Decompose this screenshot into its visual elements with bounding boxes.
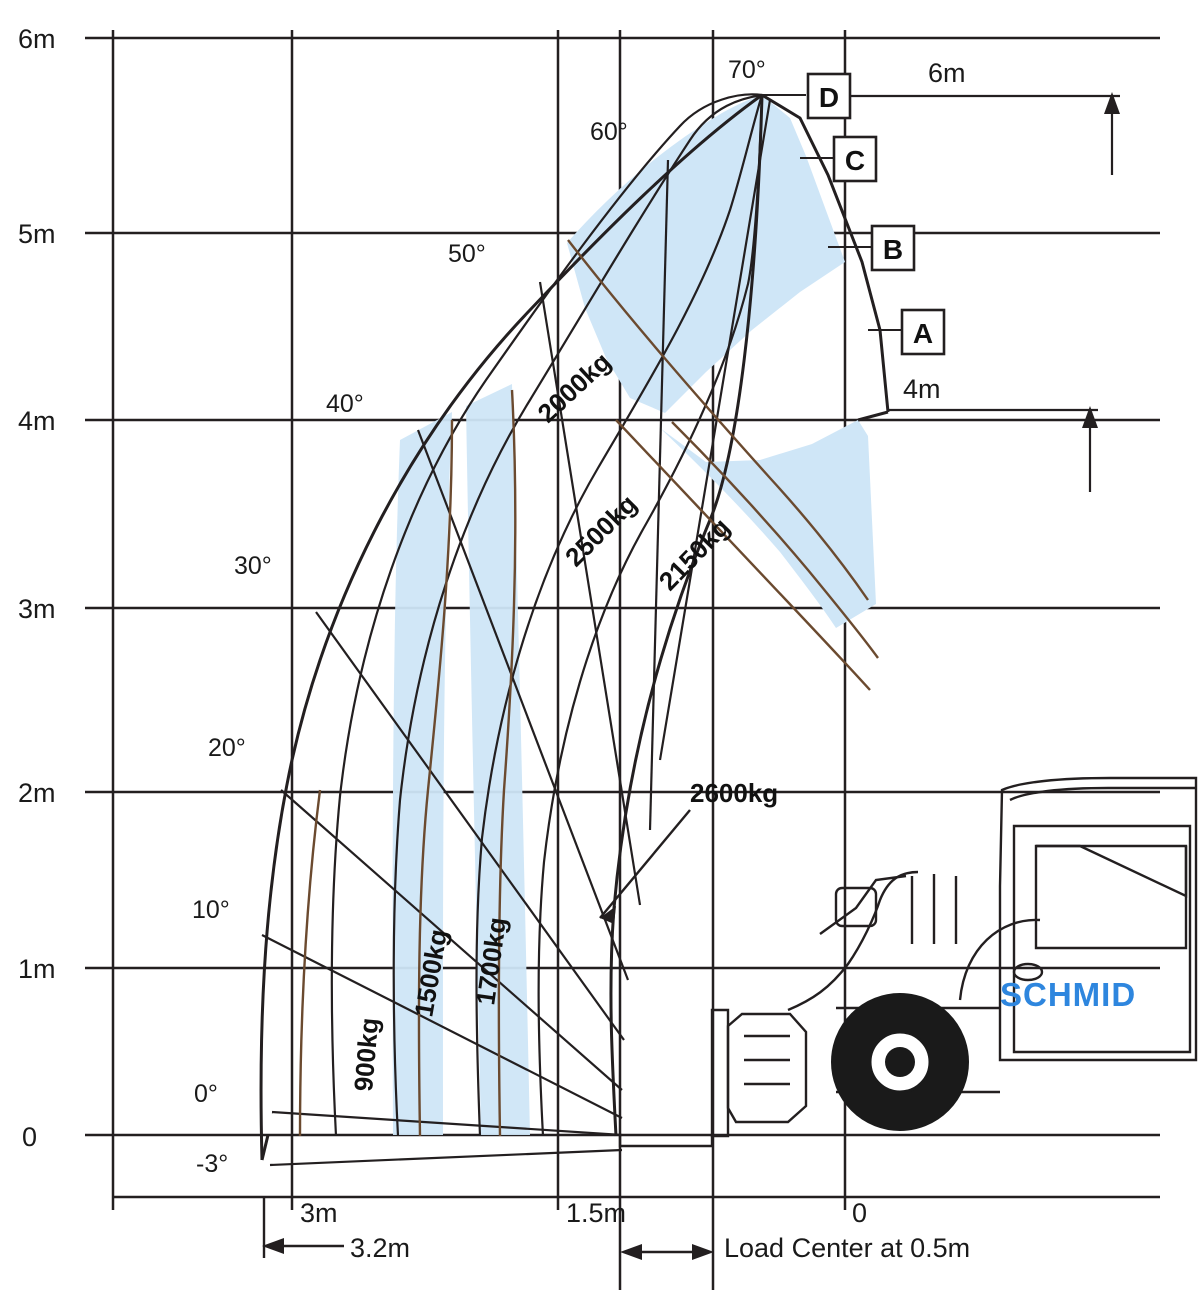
load-center-label: Load Center at 0.5m <box>724 1233 971 1263</box>
brand-label: SCHMID <box>1000 976 1137 1013</box>
boom-hydraulics <box>912 874 956 944</box>
fork-tines <box>620 1136 712 1146</box>
angle-label-70: 70° <box>728 56 766 84</box>
angle-label-50: 50° <box>448 240 486 268</box>
cab-door <box>1014 826 1190 1052</box>
angle-label-10: 10° <box>192 896 230 924</box>
angle-label-40: 40° <box>326 390 364 418</box>
y-label-6m: 6m <box>18 24 56 54</box>
load-center-arrow-left <box>620 1244 642 1260</box>
y-label-4m: 4m <box>18 406 56 436</box>
ray-0 <box>272 1112 622 1135</box>
capacity-label-1700kg: 1700kg <box>470 915 513 1007</box>
x-label-1-5m: 1.5m <box>566 1198 627 1228</box>
x-label-0: 0 <box>852 1198 868 1228</box>
x-axis-labels <box>300 1198 867 1228</box>
carriage-upright <box>712 1010 728 1136</box>
y-label-3m: 3m <box>18 594 56 624</box>
ray-minus3 <box>270 1150 622 1165</box>
marker-b-label: B <box>882 234 904 265</box>
y-label-5m: 5m <box>18 219 56 249</box>
angle-label-minus3: -3° <box>196 1150 229 1178</box>
y-label-2m: 2m <box>18 778 56 808</box>
angle-label-30: 30° <box>234 552 272 580</box>
boom-arm <box>788 872 918 1010</box>
height-dimensions <box>850 92 1120 492</box>
cab-roof-line <box>1010 788 1196 800</box>
telehandler-illustration <box>620 778 1196 1146</box>
carriage-detail <box>744 1036 790 1084</box>
capacity-label-1500kg: 1500kg <box>408 926 454 1020</box>
angle-label-60: 60° <box>590 118 628 146</box>
carriage-frame <box>728 1014 806 1122</box>
ray-30 <box>316 612 624 1040</box>
y-label-0: 0 <box>22 1122 38 1152</box>
reach-arrowhead <box>262 1238 284 1254</box>
angle-label-20: 20° <box>208 734 246 762</box>
angle-label-0: 0° <box>194 1080 218 1108</box>
wheel-hub <box>885 1047 915 1077</box>
capacity-label-2000kg: 2000kg <box>531 346 617 429</box>
dim-4m-label: 4m <box>903 374 941 404</box>
load-center-dimension <box>620 1244 714 1260</box>
capacity-label-2500kg: 2500kg <box>559 488 643 573</box>
cab-window-detail <box>1036 846 1186 896</box>
y-axis-labels <box>18 24 56 1152</box>
capacity-label-2600kg: 2600kg <box>690 778 779 808</box>
marker-d-label: D <box>818 82 840 113</box>
x-label-3m: 3m <box>300 1198 338 1228</box>
dim-6m-label: 6m <box>928 58 966 88</box>
capacity-label-2150kg: 2150kg <box>652 511 736 597</box>
capacity-label-900kg: 900kg <box>348 1016 385 1093</box>
marker-a-label: A <box>912 318 934 349</box>
y-label-1m: 1m <box>18 954 56 984</box>
load-center-arrow-right <box>692 1244 714 1260</box>
marker-c-label: C <box>844 145 866 176</box>
reach-label: 3.2m <box>350 1233 411 1263</box>
